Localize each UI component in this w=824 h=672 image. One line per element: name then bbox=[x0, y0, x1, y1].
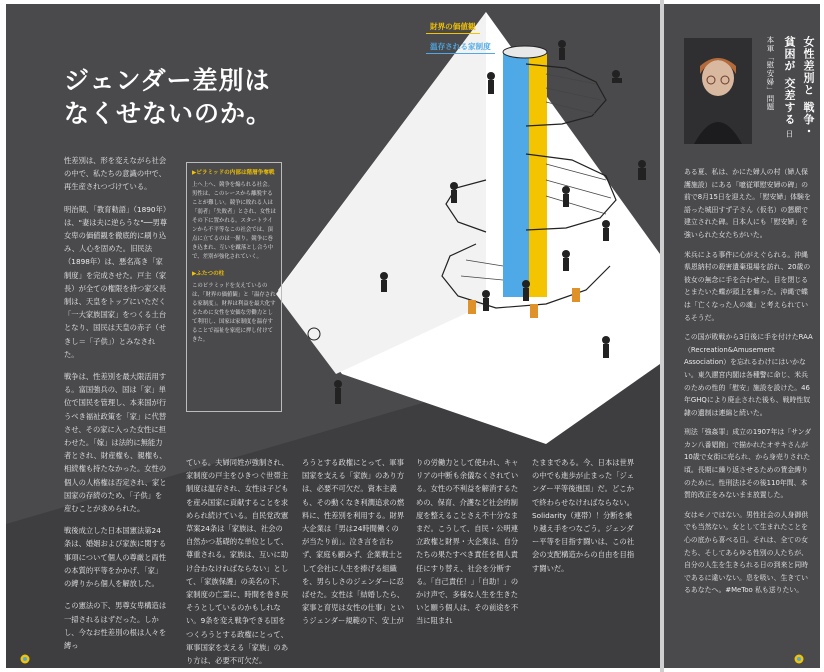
paragraph: ている。夫婦同姓が強制され、家制度の戸主をひきつぐ世帯主制度は温存され、女性は子どもを産み国家に貢献することを求められ続けている。自民党改憲草案24条は「家族は、社会の自然かつ基礎的な単位として、尊重される。家族は、互いに助け合わなければならない」として、「家族保護」の美名の下、家制度の亡霊に、時間を巻き戻そうとしているのかもしれない。9条を変え戦争できる国をつくろうとする政権にとって、軍事国家を支える「家族」のあり方は、必要不可欠だ。 bbox=[186, 458, 289, 666]
paragraph: ろうとする政権にとって、軍事国家を支える「家族」のあり方は、必要不可欠だ。資本主義も、その動くなき利潤追求の燃料に、性差別を利用する。財界大企業は「男は24時間働くのが当たり前」。泣き言を言わず、家庭も顧みず、企業戦士として会社に人生を捧げる組織を、男らしさのジェンダーに忍ばせた。女性は「結婚したら、家事と育児は女性の仕事」というジェンダー規範の下、安上が bbox=[302, 458, 405, 626]
title-line-2: なくせないのか。 bbox=[64, 99, 273, 128]
paragraph: 戦後成立した日本国憲法第24条は、婚姻および家族に関する事項について個人の尊厳と両性の本質的平等をかかげ、「家」の縛りから個人を解放した。 bbox=[64, 526, 167, 589]
sidebar-title-line-1: 女性差別と bbox=[802, 36, 815, 96]
info-box-heading: ▶ピラミッドの内部は階層争奪戦 bbox=[192, 170, 275, 176]
paragraph: 戦争は、性差別を最大限活用する。富国強兵の、国は「家」単位で国民を管理し、本来国が行うべき福祉政策を「家」に代替させ、その家に入った女性に担わせた。「嫁」は法的に無能力者とされ、財産権も、親権も、相続権も持たなかった。女性の個人の人格権は否定され、家と国家の存続のため、「子供」を産むことが求められた。 bbox=[64, 372, 167, 514]
body-column-1 bbox=[64, 154, 168, 661]
label-family-system: 温存される家制度 bbox=[426, 41, 495, 54]
logo-icon bbox=[20, 654, 30, 664]
paragraph: りの労働力として使われ、キャリアの中断も余儀なくされている。女性の不利益を解消するための、保育、介護など社会的制度を整えることさえ不十分なままだ。こうして、自民・公明連立政権と財界・大企業は、自分たちの果たすべき責任を個人責任にすり替え、社会を分断する。「自己責任！」「自助！」のかけ声で、多様な人生を生きたいと願う個人は、その前途を不当に阻まれ bbox=[416, 458, 519, 626]
sidebar-title-line-2: 戦争・貧困が bbox=[783, 36, 815, 138]
portrait-photo bbox=[684, 38, 752, 144]
info-box bbox=[186, 162, 282, 412]
title-line-1: ジェンダー差別は bbox=[64, 66, 271, 95]
body-column-4 bbox=[416, 456, 520, 656]
left-page bbox=[6, 4, 660, 668]
paragraph: 米兵による事件に心がえぐられる。沖縄県恩納村の殺害遺棄現場を訪れ、20歳の彼女の無念に手を合わせた。目を閉じるとまたいた蝶が頭上を舞った。沖縄で蝶は「亡くなった人の魂」と考えられているそうだ。 bbox=[684, 250, 811, 322]
sidebar-subtitle: 日本軍「慰安婦」問題 bbox=[766, 36, 794, 139]
body-column-2 bbox=[186, 456, 290, 666]
paragraph: ある夏、私は、かにた婦人の村（婦人保護施設）にある「噫従軍慰安婦の碑」の前で8月15日を迎えた。「慰安婦」体験を語った城田すず子さん（仮名）の懇願で建立された碑。日本人にも「慰安婦」を強いられた女たちがいた。 bbox=[684, 168, 811, 239]
paragraph: 明治期、「教育勅語」（1890年）は、"妻は夫に逆らうな"──男尊女卑の価値観を徹底的に刷り込み、人心を固めた。旧民法（1898年）は、悪名高き「家制度」を完成させた。戸主（家長）が全ての権限を持つ家父長制は、天皇をトップにいただく「一大家族国家」をつくる土台となり、国民は天皇の赤子（せきし＝「子供」）とみなされた。 bbox=[64, 204, 168, 359]
paragraph: 女はモノではない。男性社会の人身御供でも当然ない。女として生まれたことを心の底から喜べる日。それは、全ての女たち、そしてあらゆる性別の人たちが、自分の人生を生きられる日の到来と同時であるに違いない。息を吸い、生きているあなたへ。#MeToo 私も送りたい。 bbox=[684, 510, 809, 595]
paragraph: 性差別は、形を変えながら社会の中で、私たちの意識の中で、再生産されつづけている。 bbox=[64, 156, 167, 192]
page-title bbox=[64, 64, 272, 130]
info-box-text: 上へ上へ、競争を煽られる社会。男性は、このレースから離脱することが難しい。競争に敗れる人は「弱者」「失敗者」とされ、女性はその下に置かれる。スタートラインから不平等なこの社会では、頂点に立てるのは一握り。競争に巻き込まれ、互いを蹴落とし合う中で、差別が強化されていく。 bbox=[192, 182, 276, 260]
info-box-text: このピラミッドを支えているのは、「財界の価値観」と「温存される家制度」。財界は利益を最大化するために女性を安価な労働力として利用し、国家は家制度を温存することで福祉を家庭に押し付けてきた。 bbox=[192, 283, 276, 343]
logo-icon bbox=[794, 654, 804, 664]
paragraph: この憲法の下、男尊女卑構造は一掃されるはずだった。しかし、今なお性差別の根は人々を縛っ bbox=[64, 601, 167, 650]
body-column-3 bbox=[302, 456, 406, 656]
sidebar-title bbox=[756, 36, 818, 146]
paragraph: この国が敗戦から3日後に手を付けたRAA（Recreation&Amusement Association）を忘れるわけにはいかない。東久邇宮内閣は各種警に命じ、米兵のための性的「慰安」施設を設けた。46年GHQにより廃止された後も、戦時性奴隷の遺制は連綿と続いた。 bbox=[684, 333, 813, 417]
info-box-heading: ▶ふたつの柱 bbox=[192, 271, 225, 277]
paragraph: 刑法「強姦罪」成立の1907年は「サンダカン八番娼館」で描かれたオサキさんが10歳で女街に売られ、から身売りされた頃。長期に繰り返させるための賃金縛りのために。性刑法はその後110年間、本質的改正をみないまま放置した。 bbox=[684, 428, 812, 500]
sidebar-title-line-3: 交差する bbox=[783, 77, 796, 126]
paragraph: たままである。今、日本は世界の中でも進歩が止まった「ジェンダー平等後進国」だ。どこかで終わらせなければならない。Solidarity（連帯）！分断を乗り越え手をつなごう。ジェンダー平等を目指す闘いは、この社会の支配構造からの自由を目指す闘いだ。 bbox=[532, 458, 635, 573]
sidebar-column bbox=[684, 166, 814, 604]
body-column-5 bbox=[532, 456, 636, 656]
label-business-values: 財界の価値観 bbox=[426, 21, 480, 34]
